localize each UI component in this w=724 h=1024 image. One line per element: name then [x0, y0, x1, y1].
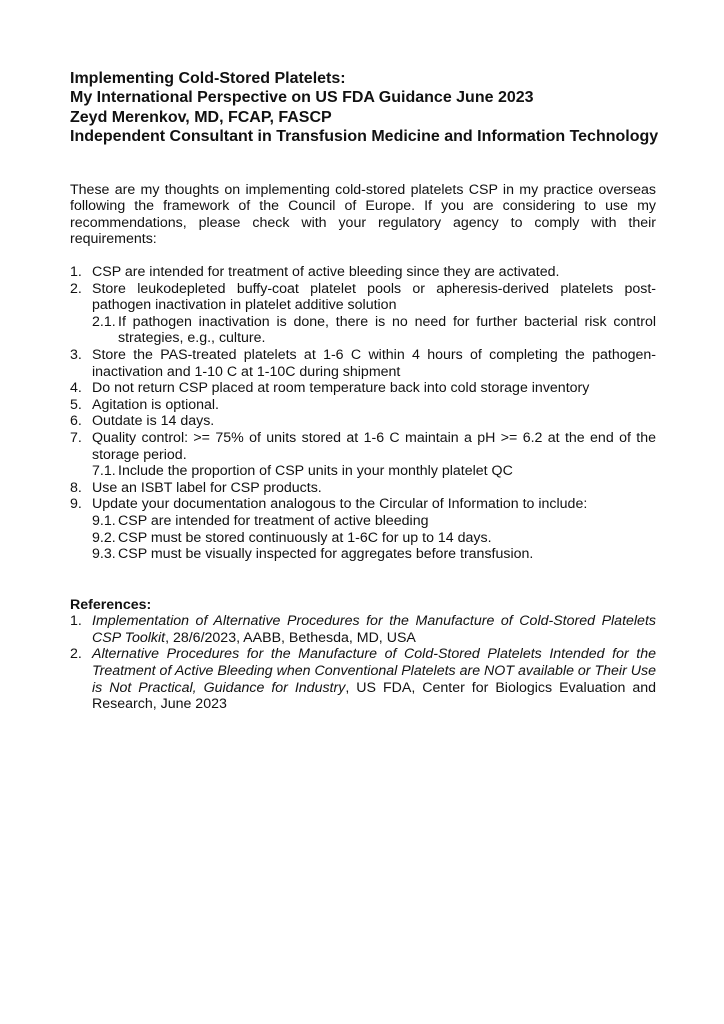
sub-list-item: [92, 513, 656, 530]
list-item: [70, 380, 656, 397]
sub-item-number: 9.1.: [92, 512, 116, 529]
sub-item-number: 9.3.: [92, 546, 116, 563]
sub-item-text: Include the proportion of CSP units in your monthly platelet QC: [118, 463, 513, 480]
document-heading: [70, 69, 659, 147]
list-item-text: Do not return CSP placed at room temperature back into cold storage inventory: [92, 380, 590, 397]
list-item-text: Quality control: >= 75% of units stored at 1-6 C maintain a pH >= 6.2 at the end of the storage period.: [92, 429, 656, 463]
list-item-number: 8.: [70, 479, 82, 496]
list-item-number: 3.: [70, 346, 82, 363]
list-item-number: 6.: [70, 413, 82, 430]
sub-list-item: [92, 546, 656, 563]
sub-list-item: [92, 314, 656, 347]
reference-title: Alternative Procedures for the Manufacture of Cold-Stored Platelets Intended for the Treatment of Active Bleeding when Conventional Platelets are NOT available or Their Use is Not Practical, Guidance for Industry: [92, 646, 656, 696]
list-item: [70, 281, 656, 347]
document-page: [70, 69, 659, 713]
list-item: [70, 496, 656, 562]
list-item: [70, 347, 656, 380]
reference-title: Implementation of Alternative Procedures for the Manufacture of Cold-Stored Platelets CSP Toolkit: [92, 613, 656, 646]
sub-list-item: [92, 530, 656, 547]
list-item: [70, 264, 656, 281]
sub-item-text: CSP must be visually inspected for aggregates before transfusion.: [118, 546, 534, 563]
list-item-text: Update your documentation analogous to the Circular of Information to include:: [92, 496, 588, 513]
list-item-text: Store the PAS-treated platelets at 1-6 C within 4 hours of completing the pathogen-inactivation and 1-10 C at 1-10C during shipment: [92, 346, 656, 380]
references-list: [70, 613, 656, 713]
document-subtitle: My International Perspective on US FDA Guidance June 2023: [70, 89, 534, 107]
sub-list-item: [92, 463, 656, 480]
sub-item-text: CSP must be stored continuously at 1-6C for up to 14 days.: [118, 529, 492, 546]
author-name: Zeyd Merenkov, MD, FCAP, FASCP: [70, 108, 332, 126]
sub-list: [92, 513, 656, 563]
sub-item-number: 7.1.: [92, 463, 116, 480]
intro-paragraph: These are my thoughts on implementing cold-stored platelets CSP in my practice overseas following the framework of the Council of Europe. If you are considering to use my recommendations, please check with your regulatory agency to comply with their requirements:: [70, 181, 656, 248]
list-item-number: 1.: [70, 264, 82, 280]
list-item-number: 2.: [70, 280, 82, 297]
list-item-number: 4.: [70, 380, 82, 397]
list-item-text: Outdate is 14 days.: [92, 413, 215, 430]
list-item: [70, 397, 656, 414]
sub-list: [92, 463, 656, 480]
author-affiliation: Independent Consultant in Transfusion Medicine and Information Technology: [70, 128, 659, 146]
reference-details: , US FDA, Center for Biologics Evaluation and Research, June 2023: [92, 679, 656, 713]
reference-item: [70, 646, 656, 712]
sub-item-number: 2.1.: [92, 313, 116, 330]
reference-number: 1.: [70, 613, 82, 630]
list-item-text: Use an ISBT label for CSP products.: [92, 479, 322, 496]
reference-number: 2.: [70, 646, 82, 663]
list-item: [70, 480, 656, 497]
sub-item-text: CSP are intended for treatment of active bleeding: [118, 512, 429, 529]
list-item: [70, 413, 656, 430]
list-item-number: 7.: [70, 429, 82, 446]
sub-list: [92, 314, 656, 347]
recommendations-list: [70, 264, 656, 563]
sub-item-text: If pathogen inactivation is done, there is no need for further bacterial risk control strategies, e.g., culture.: [118, 313, 656, 347]
list-item-text: Store leukodepleted buffy-coat platelet pools or apheresis-derived platelets post-pathogen inactivation in platelet additive solution: [92, 280, 656, 314]
reference-details: , 28/6/2023, AABB, Bethesda, MD, USA: [165, 629, 416, 646]
list-item-text: CSP are intended for treatment of active bleeding since they are activated.: [92, 264, 560, 280]
list-item-text: Agitation is optional.: [92, 396, 219, 413]
list-item-number: 5.: [70, 396, 82, 413]
references-heading: References:: [70, 596, 152, 613]
sub-item-number: 9.2.: [92, 529, 116, 546]
reference-item: [70, 613, 656, 646]
document-title: Implementing Cold-Stored Platelets:: [70, 70, 346, 87]
list-item: [70, 430, 656, 480]
list-item-number: 9.: [70, 496, 82, 513]
